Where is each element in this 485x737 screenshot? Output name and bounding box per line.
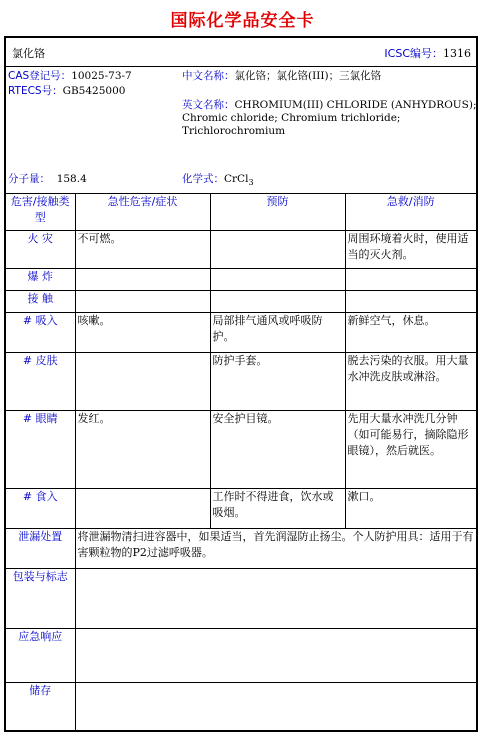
rtecs-number <box>8 85 125 98</box>
chemical-name: 氯化铬 <box>12 47 45 60</box>
hazard-row <box>6 410 476 488</box>
cn-name-label: 中文名称： <box>182 70 235 82</box>
hazard-symptom: 不可燃。 <box>75 230 210 268</box>
mw-value: 158.4 <box>56 173 87 185</box>
hazard-symptom: 咳嗽。 <box>75 312 210 352</box>
formula-subscript: 3 <box>248 178 254 188</box>
column-header: 危害/接触类型 <box>6 194 75 230</box>
hazard-row <box>6 488 476 528</box>
hazard-prevention <box>210 290 345 312</box>
column-header: 急救/消防 <box>345 194 476 230</box>
hazard-row <box>6 268 476 290</box>
hazard-type: 火 灾 <box>6 230 75 268</box>
hazard-prevention: 工作时不得进食，饮水或吸烟。 <box>210 488 345 528</box>
section-content: 将泄漏物清扫进容器中，如果适当，首先润湿防止扬尘。个人防护用具：适用于有害颗粒物的P2过滤呼吸器。 <box>75 528 476 568</box>
section-row <box>6 568 476 628</box>
section-content <box>75 568 476 628</box>
safety-card <box>4 36 478 732</box>
hazard-row <box>6 312 476 352</box>
hazard-symptom: 发红。 <box>75 410 210 488</box>
hazard-first-aid: 脱去污染的衣服。用大量水冲洗皮肤或淋浴。 <box>345 352 476 410</box>
icsc-value: 1316 <box>443 47 471 60</box>
hazard-prevention: 防护手套。 <box>210 352 345 410</box>
en-name-line-3: Trichlorochromium <box>182 125 286 137</box>
section-row <box>6 528 476 568</box>
hazard-type: # 食入 <box>6 488 75 528</box>
en-name-line-2: Chromic chloride; Chromium trichloride; <box>182 112 401 124</box>
en-name-label: 英文名称： <box>182 99 235 111</box>
hazard-first-aid <box>345 290 476 312</box>
molecular-weight <box>8 173 87 186</box>
column-header: 预防 <box>210 194 345 230</box>
section-label: 应急响应 <box>6 628 75 682</box>
chemical-formula <box>182 173 254 189</box>
section-content <box>75 628 476 682</box>
hazard-first-aid: 先用大量水冲洗几分钟（如可能易行，摘除隐形眼镜），然后就医。 <box>345 410 476 488</box>
hazard-row <box>6 352 476 410</box>
cas-number <box>8 70 132 83</box>
hazard-first-aid: 新鲜空气，休息。 <box>345 312 476 352</box>
hazard-type: 接 触 <box>6 290 75 312</box>
column-header: 急性危害/症状 <box>75 194 210 230</box>
hazard-symptom <box>75 290 210 312</box>
hazard-table-header <box>6 194 476 230</box>
identification-block <box>6 67 476 194</box>
hazard-symptom <box>75 488 210 528</box>
chinese-name <box>182 70 381 83</box>
hazard-first-aid: 漱口。 <box>345 488 476 528</box>
rtecs-label: RTECS号： <box>8 85 63 97</box>
hazard-type: 爆 炸 <box>6 268 75 290</box>
hazard-first-aid: 周围环境着火时，使用适当的灭火剂。 <box>345 230 476 268</box>
hazard-symptom <box>75 352 210 410</box>
hazard-row <box>6 290 476 312</box>
cas-value: 10025-73-7 <box>71 70 132 82</box>
hazard-type: # 吸入 <box>6 312 75 352</box>
icsc-number <box>384 45 471 61</box>
cas-label: CAS登记号： <box>8 70 72 82</box>
hazard-table <box>6 194 476 730</box>
hazard-prevention <box>210 230 345 268</box>
formula-main: CrCl <box>224 173 249 185</box>
hazard-row <box>6 230 476 268</box>
english-name <box>182 99 477 112</box>
section-label: 泄漏处置 <box>6 528 75 568</box>
section-row <box>6 628 476 682</box>
section-label: 储存 <box>6 682 75 730</box>
cn-name-value: 氯化铬；氯化铬(III)；三氯化铬 <box>234 70 382 82</box>
hazard-type: # 眼睛 <box>6 410 75 488</box>
hazard-symptom <box>75 268 210 290</box>
section-row <box>6 682 476 730</box>
mw-label: 分子量： <box>8 173 50 185</box>
hazard-prevention: 安全护目镜。 <box>210 410 345 488</box>
page-title: 国际化学品安全卡 <box>170 11 315 31</box>
hazard-prevention: 局部排气通风或呼吸防护。 <box>210 312 345 352</box>
en-name-line-1: CHROMIUM(III) CHLORIDE (ANHYDROUS); <box>234 99 477 111</box>
section-label: 包装与标志 <box>6 568 75 628</box>
hazard-first-aid <box>345 268 476 290</box>
section-content <box>75 682 476 730</box>
card-header <box>6 38 476 67</box>
hazard-prevention <box>210 268 345 290</box>
icsc-label: ICSC编号： <box>384 47 443 60</box>
rtecs-value: GB5425000 <box>62 85 126 97</box>
hazard-type: # 皮肤 <box>6 352 75 410</box>
formula-label: 化学式： <box>182 173 224 185</box>
